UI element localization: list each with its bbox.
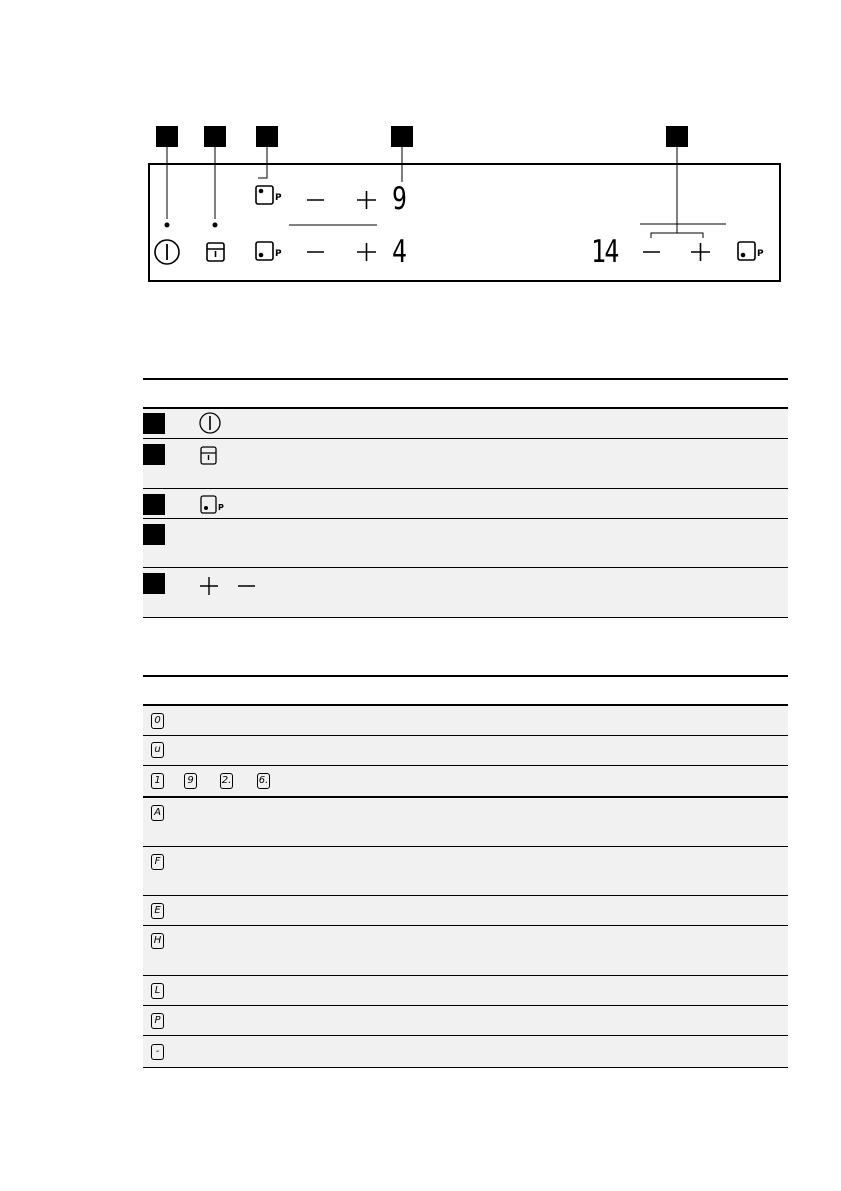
display-table-bottom-rule: [143, 1067, 788, 1068]
control-panel-diagram: [0, 0, 841, 300]
display-row-5: [143, 847, 788, 895]
display-glyph-9: 9: [184, 773, 197, 789]
control-table-top-rule: [143, 378, 788, 380]
display-row-divider: [143, 895, 788, 896]
plus-icon-bottom: [357, 243, 376, 261]
svg-text:P: P: [275, 193, 282, 203]
display-row-divider: [143, 765, 788, 766]
display-row-1: [143, 706, 788, 735]
display-glyph-u: u: [151, 742, 164, 758]
table-on-off-icon: [200, 413, 220, 433]
panel-drawing: [0, 0, 841, 300]
power-level-display-top: 9: [392, 181, 407, 217]
on-off-icon: [155, 240, 179, 264]
display-table-top-rule: [143, 675, 788, 677]
display-row-7: [143, 926, 788, 975]
table-lock-icon: [201, 447, 216, 464]
display-row-divider: [143, 975, 788, 976]
display-row-10: [143, 1036, 788, 1067]
display-row-divider: [143, 1035, 788, 1036]
lock-indicator-dot: [213, 223, 218, 228]
display-glyph-dash: -: [151, 1044, 164, 1060]
timer-plus-icon: [691, 243, 710, 261]
pot-detection-icon-bottom: [256, 242, 282, 260]
svg-text:P: P: [757, 249, 764, 259]
display-glyph-1: 1: [151, 773, 164, 789]
display-row-divider: [143, 846, 788, 847]
display-row-divider: [143, 1005, 788, 1006]
display-glyph-H: H: [151, 933, 164, 949]
lock-icon: [207, 243, 224, 261]
display-glyph-2-dot: 2.: [220, 773, 233, 789]
display-glyph-0: 0: [151, 713, 164, 729]
display-glyph-A: A: [151, 805, 164, 821]
display-row-4: [143, 798, 788, 846]
display-glyph-L: L: [151, 983, 164, 999]
display-glyph-F: F: [151, 854, 164, 870]
svg-text:P: P: [275, 249, 282, 259]
pot-detection-icon-top: [256, 186, 282, 204]
timer-display: 14: [591, 234, 618, 270]
plus-icon-top: [357, 191, 376, 209]
display-glyph-P: P: [151, 1013, 164, 1029]
display-glyph-E: E: [151, 903, 164, 919]
display-row-3: [143, 766, 788, 796]
panel-frame: [149, 164, 780, 281]
control-table-symbols: [0, 400, 841, 620]
power-level-display-bottom: 4: [392, 234, 407, 270]
pot-detection-icon-right: [738, 242, 764, 260]
leader-bracket-5: [651, 233, 703, 238]
display-row-8: [143, 976, 788, 1005]
display-row-9: [143, 1006, 788, 1035]
svg-text:P: P: [218, 503, 224, 512]
on-off-indicator-dot: [165, 223, 170, 228]
display-glyph-6-dot: 6.: [257, 773, 270, 789]
display-row-6: [143, 896, 788, 925]
display-row-divider: [143, 735, 788, 736]
leader-line-3: [258, 147, 267, 178]
display-row-divider: [143, 796, 788, 798]
display-row-2: [143, 736, 788, 765]
display-row-divider: [143, 925, 788, 926]
table-pot-detection-icon: [201, 496, 224, 513]
table-plus-icon: [200, 577, 218, 595]
